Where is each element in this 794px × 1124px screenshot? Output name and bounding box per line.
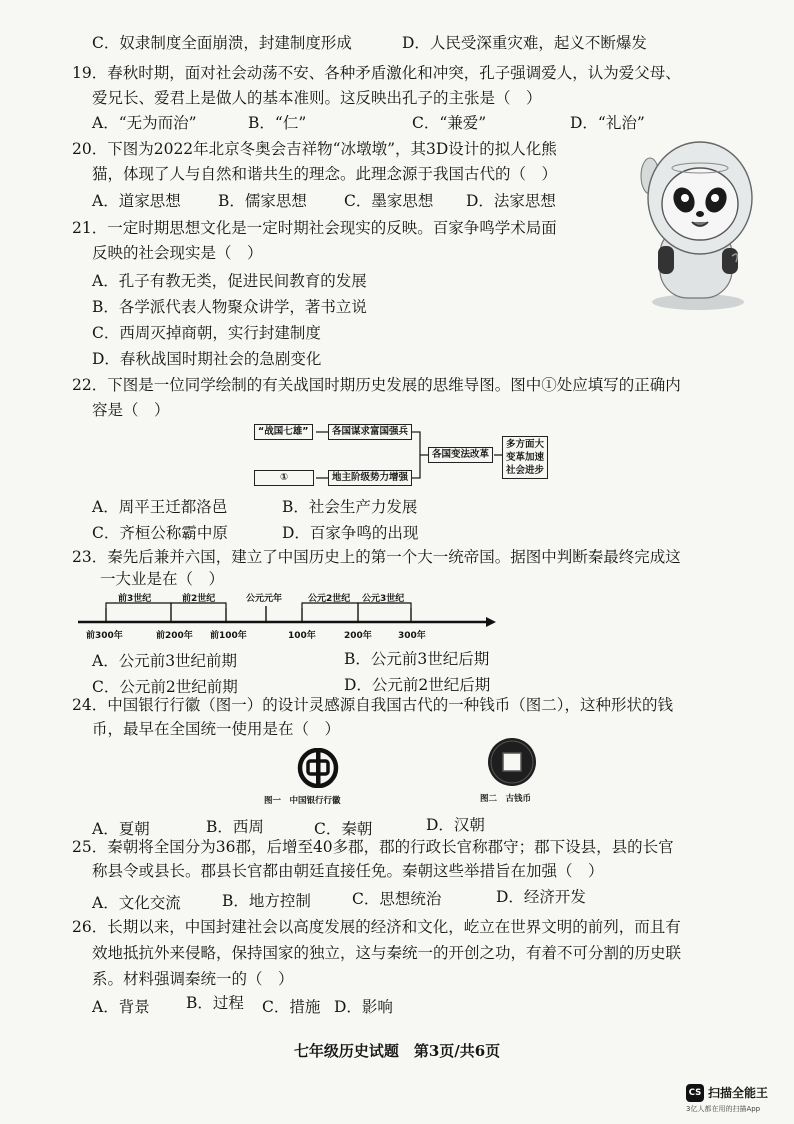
q24-option-b: B．西周 — [206, 818, 264, 836]
q24-option-d: D．汉朝 — [426, 816, 485, 834]
q18-option-d: D．人民受深重灾难，起义不断爆发 — [402, 34, 647, 52]
figure1-caption: 图一 中国银行行徽 — [264, 796, 341, 806]
q26-option-c: C．措施 — [262, 998, 321, 1016]
mind-map-box-blank-1: ① — [254, 470, 314, 486]
mind-map-result-line3: 社会进步 — [506, 465, 545, 476]
q26-option-d: D．影响 — [334, 998, 393, 1016]
q20-stem-line1: 20．下图为2022年北京冬奥会吉祥物“冰墩墩”，其3D设计的拟人化熊 — [72, 140, 557, 158]
q23-option-c: C．公元前2世纪前期 — [92, 678, 238, 696]
camscanner-logo-icon: CS — [686, 1084, 704, 1102]
q21-option-d: D．春秋战国时期社会的急剧变化 — [92, 350, 322, 368]
q21-option-c: C．西周灭掉商朝，实行封建制度 — [92, 324, 321, 342]
q23-option-b: B．公元前3世纪后期 — [344, 650, 490, 668]
q24-stem-line2: 币，最早在全国统一使用是在（ ） — [92, 720, 341, 738]
q19-option-a: A．“无为而治” — [92, 114, 197, 132]
timeline-tick-300bc: 前300年 — [86, 631, 123, 641]
q22-option-d: D．百家争鸣的出现 — [282, 524, 419, 542]
timeline-tick-100bc: 前100年 — [210, 631, 247, 641]
q22-option-c: C．齐桓公称霸中原 — [92, 524, 228, 542]
q26-stem-line1: 26．长期以来，中国封建社会以高度发展的经济和文化，屹立在世界文明的前列，而且有 — [72, 918, 681, 936]
page-footer: 七年级历史试题 第3页/共6页 — [293, 1042, 501, 1060]
timeline-tick-200bc: 前200年 — [156, 631, 193, 641]
q25-option-b: B．地方控制 — [222, 892, 311, 910]
q20-option-c: C．墨家思想 — [344, 192, 434, 210]
q25-option-a: A．文化交流 — [92, 894, 181, 912]
mind-map-box-result — [502, 436, 548, 479]
q21-stem-line1: 21．一定时期思想文化是一定时期社会现实的反映。百家争鸣学术局面 — [72, 219, 557, 237]
mascot-bing-dwen-dwen-image — [640, 136, 760, 312]
q26-stem-line3: 系。材料强调秦统一的（ ） — [92, 970, 294, 988]
q19-option-c: C．“兼爱” — [412, 114, 487, 132]
q19-option-b: B．“仁” — [248, 114, 307, 132]
q23-stem-line2: 一大业是在（ ） — [100, 570, 225, 588]
timeline-tick-100ad: 100年 — [288, 631, 316, 641]
ancient-coin-icon — [486, 736, 538, 788]
q24-stem-line1: 24．中国银行行徽（图一）的设计灵感源自我国古代的一种钱币（图二），这种形状的钱 — [72, 696, 673, 714]
q26-option-a: A．背景 — [92, 998, 150, 1016]
timeline-year-zero: 公元元年 — [246, 594, 283, 604]
q25-stem-line1: 25．秦朝将全国分为36郡，后增至40多郡，郡的行政长官称郡守；郡下设县，县的长官 — [72, 838, 674, 856]
q23-option-d: D．公元前2世纪后期 — [344, 676, 491, 694]
mind-map-box-reform: 各国变法改革 — [428, 447, 493, 463]
timeline-tick-300ad: 300年 — [398, 631, 426, 641]
mind-map-result-line1: 多方面大 — [506, 439, 545, 450]
q21-stem-line2: 反映的社会现实是（ ） — [92, 244, 263, 262]
camscanner-name: 扫描全能王 — [708, 1086, 769, 1100]
q22-option-a: A．周平王迁都洛邑 — [92, 498, 228, 516]
mind-map-result-line2: 变革加速 — [506, 452, 545, 463]
q25-option-d: D．经济开发 — [496, 888, 586, 906]
q25-stem-line2: 称县令或县长。郡县长官都由朝廷直接任免。秦朝这些举措旨在加强（ ） — [92, 862, 604, 880]
timeline-century-bc2: 前2世纪 — [182, 594, 216, 604]
q18-option-c: C．奴隶制度全面崩溃，封建制度形成 — [92, 34, 352, 52]
q25-option-c: C．思想统治 — [352, 890, 442, 908]
q24-option-c: C．秦朝 — [314, 820, 373, 838]
figure2-caption: 图二 古钱币 — [480, 794, 532, 804]
q21-option-a: A．孔子有教无类，促进民间教育的发展 — [92, 272, 367, 290]
bank-of-china-logo-icon — [296, 748, 340, 788]
q23-stem-line1: 23．秦先后兼并六国，建立了中国历史上的第一个大一统帝国。据图中判断秦最终完成这 — [72, 548, 681, 566]
mind-map-box-landlord: 地主阶级势力增强 — [328, 470, 412, 486]
q24-option-a: A．夏朝 — [92, 820, 150, 838]
timeline-century-bc3: 前3世纪 — [118, 594, 152, 604]
timeline-century-ad3: 公元3世纪 — [362, 594, 405, 604]
mind-map-box-prosperity: 各国谋求富国强兵 — [328, 424, 412, 440]
mind-map-box-warring-states: “战国七雄” — [254, 424, 313, 440]
q22-stem-line2: 容是（ ） — [92, 401, 170, 419]
q19-stem-line1: 19．春秋时期，面对社会动荡不安、各种矛盾激化和冲突，孔子强调爱人，认为爱父母、 — [72, 64, 681, 82]
q20-option-a: A．道家思想 — [92, 192, 181, 210]
q26-stem-line2: 效地抵抗外来侵略，保持国家的独立，这与秦统一的开创之功，有着不可分割的历史联 — [92, 944, 682, 962]
q22-stem-line1: 22．下图是一位同学绘制的有关战国时期历史发展的思维导图。图中①处应填写的正确内 — [72, 376, 681, 394]
q20-option-d: D．法家思想 — [466, 192, 556, 210]
camscanner-tagline: 3亿人都在用的扫描App — [686, 1105, 761, 1113]
q23-option-a: A．公元前3世纪前期 — [92, 652, 238, 670]
q22-option-b: B．社会生产力发展 — [282, 498, 418, 516]
q26-option-b: B．过程 — [186, 994, 244, 1012]
q21-option-b: B．各学派代表人物聚众讲学，著书立说 — [92, 298, 367, 316]
q20-option-b: B．儒家思想 — [218, 192, 307, 210]
timeline-century-ad2: 公元2世纪 — [308, 594, 351, 604]
q19-option-d: D．“礼治” — [570, 114, 645, 132]
q19-stem-line2: 爱兄长、爱君上是做人的基本准则。这反映出孔子的主张是（ ） — [92, 89, 542, 107]
q20-stem-line2: 猫，体现了人与自然和谐共生的理念。此理念源于我国古代的（ ） — [92, 165, 558, 183]
timeline-tick-200ad: 200年 — [344, 631, 372, 641]
